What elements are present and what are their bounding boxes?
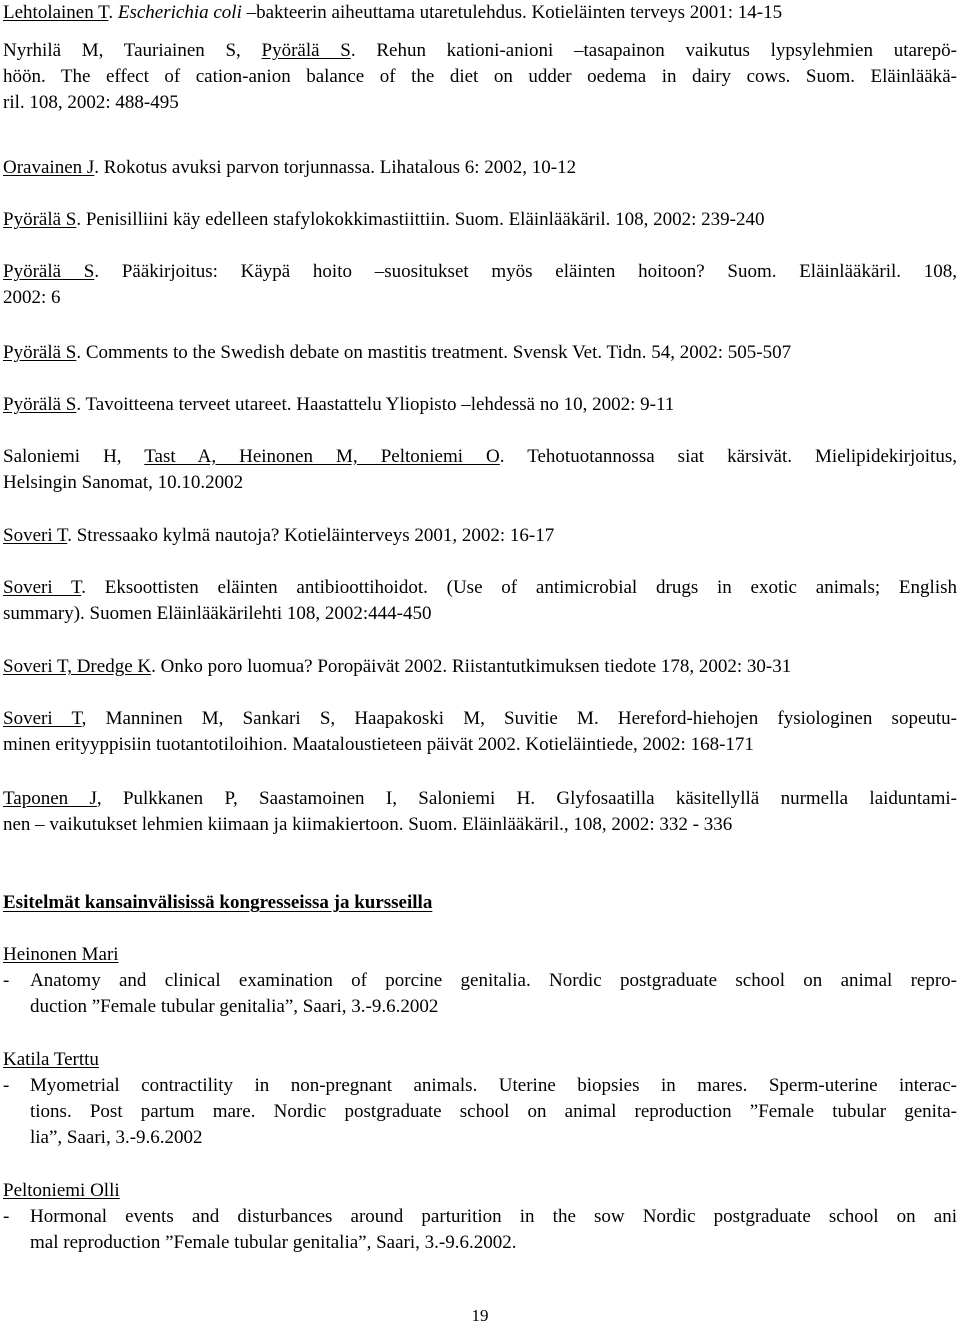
section-heading: Esitelmät kansainvälisissä kongresseissa ja kursseilla [3,892,433,913]
ref-text: ril. 108, 2002: 488-495 [3,92,179,113]
ref-text: 2002: 6 [3,287,61,308]
ref-text: höön. The effect of cation-anion balance of the diet on udder oedema in dairy cows. Suom. Eläinlääkä- [3,66,957,87]
reference-taponen [3,786,957,838]
reference-soveri-1 [3,523,957,549]
bullet-dash: - [3,970,10,991]
presentation-peltoniemi [3,1204,957,1256]
presentation-text: tions. Post partum mare. Nordic postgraduate school on animal reproduction ”Female tubular genita- [30,1101,957,1122]
presentation-text: mal reproduction ”Female tubular genitalia”, Saari, 3.-9.6.2002. [30,1232,517,1253]
ref-text: minen erityyppisiin tuotantotiloihion. Maataloustieteen päivät 2002. Kotieläintiede, 2002: 168-171 [3,734,754,755]
ref-text: . Stressaako kylmä nautoja? Kotieläinterveys 2001, 2002: 16-17 [67,525,555,546]
ref-text: . Tehotuotannossa siat kärsivät. Mielipidekirjoitus, [499,446,957,467]
reference-oravainen [3,155,957,181]
presentation-text: Myometrial contractility in non-pregnant animals. Uterine biopsies in mares. Sperm-uterine interac- [30,1075,957,1096]
presentation-text: Anatomy and clinical examination of porcine genitalia. Nordic postgraduate school on animal repro- [30,970,957,991]
page-number: 19 [471,1306,489,1325]
ref-author: Soveri T [3,708,82,729]
ref-author: Soveri T [3,577,82,598]
reference-pyorala-1 [3,207,957,233]
ref-text: . Onko poro luomua? Poropäivät 2002. Riistantutkimuksen tiedote 178, 2002: 30-31 [151,656,792,677]
reference-saloniemi [3,444,957,496]
presentation-heinonen [3,968,957,1020]
ref-author: Pyörälä S [3,209,77,230]
presenter-heinonen: Heinonen Mari [3,944,119,965]
ref-author: Pyörälä S [261,40,351,61]
ref-text: . Comments to the Swedish debate on mastitis treatment. Svensk Vet. Tidn. 54, 2002: 505-507 [76,342,792,363]
presentation-text: lia”, Saari, 3.-9.6.2002 [30,1127,203,1148]
ref-text: . Eksoottisten eläinten antibioottihoidot. (Use of antimicrobial drugs in exotic animals; English [81,577,957,598]
reference-pyorala-4 [3,392,957,418]
presentation-text: duction ”Female tubular genitalia”, Saari, 3.-9.6.2002 [30,996,439,1017]
reference-pyorala-3 [3,340,957,366]
ref-text: . [108,2,118,23]
ref-species: Escherichia coli [117,2,242,23]
ref-author: Lehtolainen T [3,2,109,23]
ref-text: , Pulkkanen P, Saastamoinen I, Saloniemi H. Glyfosaatilla käsitellyllä nurmella laiduntami- [96,788,958,809]
ref-author: Tast A, Heinonen M, Peltoniemi O [144,446,500,467]
ref-authors: Saloniemi H, [3,446,145,467]
reference-soveri-3 [3,654,957,680]
ref-text: . Pääkirjoitus: Käypä hoito –suositukset myös eläinten hoitoon? Suom. Eläinlääkäril. 108, [94,261,957,282]
ref-author: Pyörälä S [3,342,77,363]
ref-author: Oravainen J [3,157,95,178]
ref-author: Soveri T, Dredge K [3,656,152,677]
ref-text: . Rokotus avuksi parvon torjunnassa. Lihatalous 6: 2002, 10-12 [94,157,577,178]
ref-text: , Manninen M, Sankari S, Haapakoski M, Suvitie M. Hereford-hiehojen fysiologinen sopeutu- [81,708,957,729]
reference-soveri-2 [3,575,957,627]
ref-text: nen – vaikutukset lehmien kiimaan ja kiimakiertoon. Suom. Eläinlääkäril., 108, 2002: 332 - 336 [3,814,733,835]
ref-text: Helsingin Sanomat, 10.10.2002 [3,472,244,493]
ref-text: –bakteerin aiheuttama utaretulehdus. Kotieläinten terveys 2001: 14-15 [241,2,783,23]
ref-text: summary). Suomen Eläinlääkärilehti 108, 2002:444-450 [3,603,432,624]
reference-soveri-4 [3,706,957,758]
presentation-text: Hormonal events and disturbances around parturition in the sow Nordic postgraduate school on ani [30,1206,957,1227]
ref-author: Pyörälä S [3,261,95,282]
presenter-katila: Katila Terttu [3,1049,99,1070]
ref-text: . Tavoitteena terveet utareet. Haastattelu Yliopisto –lehdessä no 10, 2002: 9-11 [76,394,675,415]
ref-authors: Nyrhilä M, Tauriainen S, [3,40,262,61]
bullet-dash: - [3,1206,10,1227]
reference-pyorala-2 [3,259,957,311]
reference-lehtolainen [3,0,957,26]
bullet-dash: - [3,1075,10,1096]
ref-text: . Rehun kationi-anioni –tasapainon vaikutus lypsylehmien utarepö- [350,40,957,61]
ref-author: Soveri T [3,525,68,546]
presenter-peltoniemi: Peltoniemi Olli [3,1180,120,1201]
ref-author: Pyörälä S [3,394,77,415]
presentation-katila [3,1073,957,1151]
ref-author: Taponen J [3,788,97,809]
reference-nyrhila [3,38,957,116]
ref-text: . Penisilliini käy edelleen stafylokokkimastiittiin. Suom. Eläinlääkäril. 108, 2002: 239-240 [76,209,765,230]
